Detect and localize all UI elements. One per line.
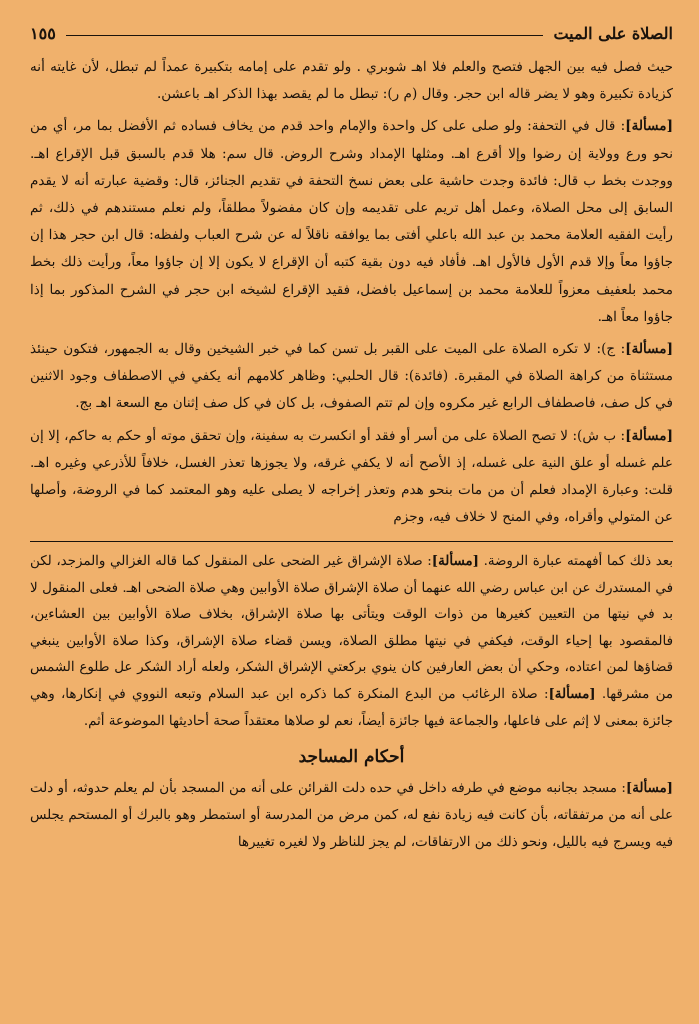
issue-tag: [مسألة] — [431, 553, 479, 570]
footnote-block — [30, 548, 673, 735]
paragraph-text: : قال في التحفة: ولو صلى على كل واحدة والإمام واحد قدم من يخاف فساده ثم الأفضل بما مر، أي من نحو ورع وولاية إن رضوا وإلا أقرع اهـ. ومثلها الإمداد وشرح الروض. قال سم: هلا قدم بالسبق قبل الإقراع اهـ. ووجدت بخط ب قال: فائدة وجدت حاشية على بعض نسخ التحفة في تقديم الجنائز، قال: وقضية عبارته أنه لا يقدم السابق إلى محل الصلاة، وعمل أهل تريم على تقديمه وإن كان مفضولاً مطلقاً، ولم نعلم مستندهم في ذلك، ثم رأيت الفقيه العلامة محمد بن عبد الله باعلي أفتى بما يوافقه ناقلاً له عن شرح العباب ولفظه: قال ابن حجر هذا إن جاؤوا معاً وإلا قدم الأول فالأول اهـ. فأفاد فيه دون بقية كتبه أن الإقراع لا يكون إلا إن جاؤوا معاً، ورأيت ذلك بخط محمد بلعفيف معزواً للعلامة محمد بن إسماعيل بافضل، فقيد الإقراع لشيخه ابن حجر في الشرح المذكور بما إذا جاؤوا معاً اهـ. — [30, 118, 673, 325]
paragraph-4 — [30, 423, 673, 532]
footnote-text: : صلاة الإشراق غير الضحى على المنقول كما قاله الغزالي والمزجد، لكن في المستدرك عن ابن عباس رضي الله عنهما أن صلاة الإشراق صلاة الأوابين وهي صلاة الضحى اهـ. فعلى المنقول لا بد في نيتها من التعيين كغيرها من ذوات الوقت ويتأتى بها صلاة الإشراق، بخلاف صلاة الأوابين بين العشاءين، فالمقصود بها إحياء الوقت، فيكفي في نيتها مطلق الصلاة، ويسن قضاء صلاة الإشراق، وكذا صلاة الأوابين ينبغي قضاؤها لمن اعتاده، وحكي أن بعض العارفين كان ينوي بركعتي الإشراق الشكر، ولعله أراد الشكر عل طلوع الشمس من مشرقها. — [30, 554, 674, 703]
issue-tag: [مسألة] — [625, 427, 673, 444]
running-header — [30, 18, 673, 48]
footnote-divider — [30, 541, 673, 542]
running-title: الصلاة على الميت — [553, 23, 673, 43]
paragraph-2 — [30, 113, 673, 331]
issue-tag: [مسألة] — [625, 780, 673, 797]
paragraph-text: حيث فصل فيه بين الجهل فتصح والعلم فلا اهـ شوبري . ولو تقدم على إمامه بتكبيرة عمداً لم تبطل، لأن غايته أنه كزيادة تكبيرة وهو لا يضر قاله ابن حجر. وقال (م ر): تبطل ما لم يقصد بهذا الذكر اهـ باعشن. — [30, 59, 673, 103]
main-text — [30, 54, 673, 531]
header-rule — [66, 35, 544, 36]
footnote-text: : صلاة الرغائب من البدع المنكرة كما ذكره ابن عبد السلام وتبعه النووي في إنكارها، وهي جائزة بمعنى لا إثم على فاعلها، والجماعة فيها جائزة أيضاً، نعم لو صلاها معتقداً صحة أحاديثها الموضوعة أثم. — [30, 687, 673, 729]
footnote-text: بعد ذلك كما أفهمته عبارة الروضة. — [483, 554, 673, 570]
issue-tag: [مسألة] — [625, 118, 673, 135]
paragraph-1 — [30, 54, 673, 108]
paragraph-3 — [30, 336, 673, 418]
section-heading: أحكام المساجد — [298, 747, 405, 768]
paragraph-text: : ب ش): لا تصح الصلاة على من أسر أو فقد أو انكسرت به سفينة، وإن تحقق موته أو حكم به حاكم، إلا إن علم غسله أو علق النية على غسله، إذ الأصح أنه لا يكفي غرقه، ولا يجوزها تعذر الغسل، خلافاً للأذرعي وغيره اهـ. قلت: وعبارة الإمداد فعلم أن من مات بنحو هدم وتعذر إخراجه لا يصلى عليه وهو المعتمد كما في الروضة، وأصلها عن المتولي وأقراه، وفي المنح لا خلاف فيه، وجزم — [30, 427, 673, 526]
issue-tag: [مسألة] — [548, 686, 596, 703]
paragraph-text: : ج): لا تكره الصلاة على الميت على القبر بل تسن كما في خبر الشيخين وقال به الجمهور، فتكون حينئذ مستثناة من كراهة الصلاة في المقبرة. (فائدة): قال الحلبي: وظاهر كلامهم أنه يكفي في الاصطفاف وجود الاثنين في كل صف، فاصطفاف الرابع غير مكروه وإن لم تتم الصفوف، بل كان في كل صف إثنان مع السعة اهـ بج. — [30, 341, 673, 412]
page-number: ١٥٥ — [30, 23, 56, 43]
section-paragraph — [30, 775, 673, 856]
issue-tag: [مسألة] — [625, 341, 673, 358]
section-text: : مسجد بجانبه موضع في طرفه داخل في حده دلت القرائن على أنه من المسجد بأن لم يعلم حدوثه، أو دلت على أنه من مرتفقاته، بأن كانت فيه زيادة نفع له، كمن مرض من المدرسة أو استمطر وهو بالبرك أو المستحم يجلس فيه ويسرج فيه بالليل، ونحو ذلك من الارتفاقات، لم يجز للناظر ولا لغيره تغييرها — [30, 781, 673, 851]
